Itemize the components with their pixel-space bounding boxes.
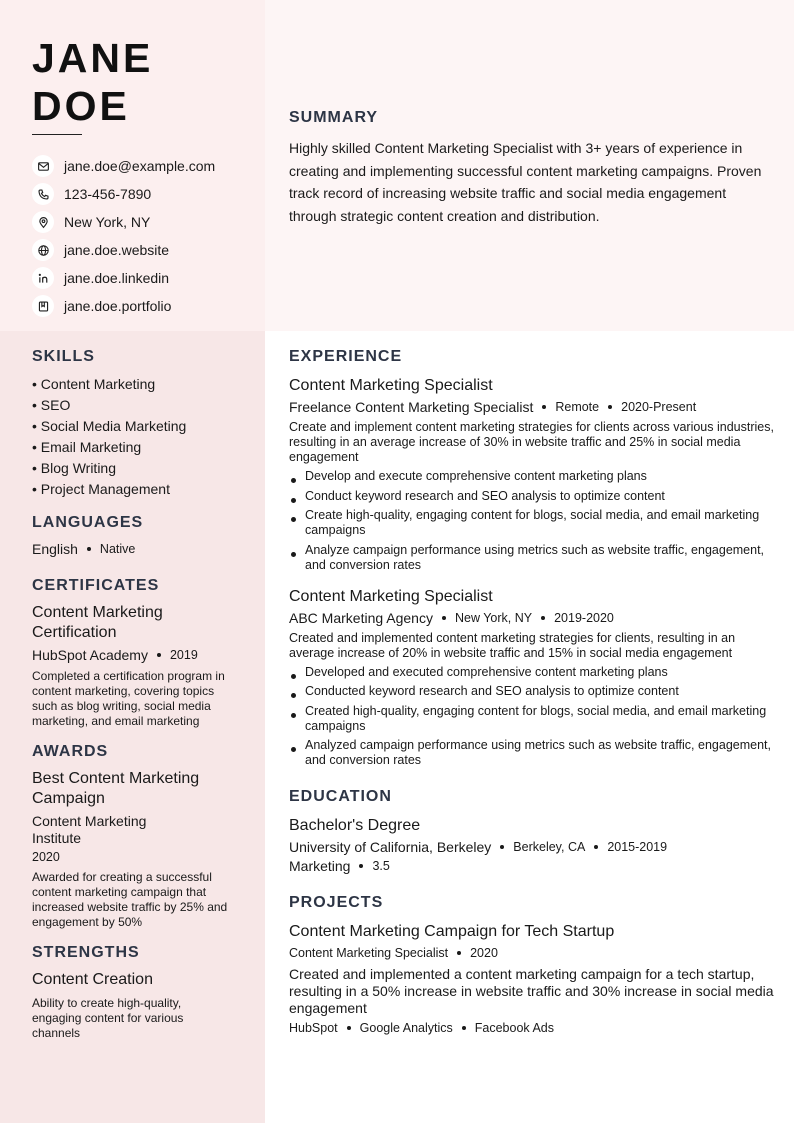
education-heading: EDUCATION (289, 788, 392, 805)
job-bullet: Developed and executed comprehensive content marketing plans (289, 665, 774, 680)
phone-icon (32, 183, 54, 205)
contact-website[interactable] (32, 236, 257, 264)
education-gpa: 3.5 (372, 859, 390, 873)
job-bullets (289, 665, 774, 769)
contact-text: New York, NY (64, 214, 151, 230)
contact-email[interactable] (32, 152, 257, 180)
job-bullet: Develop and execute comprehensive content marketing plans (289, 469, 774, 484)
job-bullets (289, 469, 774, 573)
contact-portfolio[interactable] (32, 292, 257, 320)
separator-dot (87, 547, 91, 551)
skill-item: • SEO (32, 397, 71, 413)
experience-heading: EXPERIENCE (289, 348, 403, 365)
certificate-issuer: HubSpot Academy (32, 647, 148, 663)
award-title: Best Content Marketing Campaign (32, 770, 200, 807)
strength-title: Content Creation (32, 971, 153, 988)
project-description: Created and implemented a content marketing campaign for a tech startup, resulting in a 50% increase in website traffic and 30% increase in social media engagement (289, 966, 774, 1016)
separator-dot (500, 845, 504, 849)
job-title: Content Marketing Specialist (289, 587, 493, 605)
first-name: JANE (32, 35, 154, 81)
separator-dot (462, 1026, 466, 1030)
separator-dot (608, 405, 612, 409)
contact-text: jane.doe.website (64, 242, 170, 258)
main-column (289, 348, 774, 1035)
education-school: University of California, Berkeley (289, 839, 492, 855)
project-tool: HubSpot (289, 1021, 338, 1035)
skills-heading: SKILLS (32, 348, 95, 365)
job-description: Create and implement content marketing strategies for clients across various industries, resulting in an average increase of 30% in website traffic and 25% in social media engagement (289, 420, 774, 464)
separator-dot (442, 616, 446, 620)
separator-dot (457, 951, 461, 955)
name-divider (32, 134, 82, 135)
award-description: Awarded for creating a successful content marketing campaign that increased website traffic by 25% and engagement by 50% (32, 870, 228, 929)
job-dates: 2020-Present (621, 400, 697, 414)
skill-item: • Content Marketing (32, 376, 156, 392)
job-bullet: Create high-quality, engaging content for blogs, social media, and email marketing campaigns (289, 508, 774, 538)
award-year: 2020 (32, 850, 60, 864)
contact-text: 123-456-7890 (64, 186, 152, 202)
contact-text: jane.doe@example.com (64, 158, 216, 174)
separator-dot (541, 616, 545, 620)
project-year: 2020 (470, 946, 498, 960)
project-tool: Facebook Ads (474, 1021, 554, 1035)
certificates-section (32, 577, 237, 729)
job-title: Content Marketing Specialist (289, 377, 493, 394)
projects-section (289, 894, 774, 1035)
experience-section (289, 348, 774, 768)
strengths-section (32, 944, 237, 1041)
job-entry (289, 587, 774, 769)
skills-section (32, 348, 237, 500)
certificate-description: Completed a certification program in content marketing, covering topics such as blog writing, social media marketing, and email marketing (32, 669, 225, 728)
separator-dot (542, 405, 546, 409)
contact-text: jane.doe.linkedin (64, 270, 170, 286)
project-role: Content Marketing Specialist (289, 946, 449, 960)
job-company: Freelance Content Marketing Specialist (289, 399, 534, 415)
skill-item: • Blog Writing (32, 460, 117, 476)
skill-item: • Project Management (32, 481, 170, 497)
education-major-row (289, 858, 774, 874)
project-tools (289, 1021, 774, 1035)
job-bullet: Conducted keyword research and SEO analysis to optimize content (289, 684, 774, 699)
summary-heading: SUMMARY (289, 109, 379, 126)
contact-phone[interactable] (32, 180, 257, 208)
project-tool: Google Analytics (359, 1021, 453, 1035)
job-meta (289, 399, 774, 415)
education-degree: Bachelor's Degree (289, 817, 421, 834)
certificate-year: 2019 (169, 648, 198, 662)
contact-linkedin[interactable] (32, 264, 257, 292)
job-meta (289, 610, 774, 626)
languages-section (32, 514, 237, 557)
education-meta (289, 839, 774, 855)
separator-dot (594, 845, 598, 849)
language-name: English (32, 541, 78, 557)
job-dates: 2019-2020 (554, 610, 614, 625)
contact-list (32, 152, 257, 320)
summary-section (289, 109, 771, 228)
language-item (32, 541, 237, 557)
summary-text: Highly skilled Content Marketing Specialist with 3+ years of experience in creating and implementing successful content marketing campaigns. Proven track record of increasing website traffic and social media engagement through strategic content creation and distribution. (289, 140, 762, 225)
linkedin-icon (32, 267, 54, 289)
education-dates: 2015-2019 (607, 840, 668, 854)
job-description: Created and implemented content marketing strategies for clients, resulting in an average increase of 20% in website traffic and 15% in social media engagement (289, 630, 736, 660)
education-location: Berkeley, CA (513, 840, 586, 854)
globe-icon (32, 239, 54, 261)
project-meta (289, 946, 774, 960)
strengths-heading: STRENGTHS (32, 944, 140, 961)
certificate-title: Content Marketing Certification (32, 604, 163, 641)
certificate-meta (32, 647, 237, 663)
separator-dot (157, 653, 161, 657)
skill-item: • Email Marketing (32, 439, 142, 455)
education-major: Marketing (289, 858, 351, 874)
strength-description: Ability to create high-quality, engaging content for various channels (32, 996, 184, 1040)
job-location: Remote (555, 400, 600, 414)
award-issuer: Content Marketing Institute (32, 813, 147, 846)
education-section (289, 788, 774, 874)
email-icon (32, 155, 54, 177)
job-entry (289, 376, 774, 573)
separator-dot (347, 1026, 351, 1030)
last-name: DOE (32, 83, 130, 129)
skills-list (32, 374, 237, 500)
contact-text: jane.doe.portfolio (64, 298, 172, 314)
location-icon (32, 211, 54, 233)
awards-heading: AWARDS (32, 743, 109, 760)
projects-heading: PROJECTS (289, 894, 384, 911)
separator-dot (359, 864, 363, 868)
awards-section (32, 743, 237, 930)
job-bullet: Analyze campaign performance using metrics such as website traffic, engagement, and conversion rates (289, 543, 774, 573)
skill-item: • Social Media Marketing (32, 418, 187, 434)
job-bullet: Created high-quality, engaging content for blogs, social media, and email marketing campaigns (289, 704, 774, 734)
job-bullet: Analyzed campaign performance using metrics such as website traffic, engagement, and conversion rates (289, 738, 774, 768)
certificates-heading: CERTIFICATES (32, 577, 160, 594)
portfolio-icon (32, 295, 54, 317)
sidebar (32, 348, 237, 1041)
languages-heading: LANGUAGES (32, 514, 144, 531)
language-level: Native (99, 542, 136, 556)
contact-location[interactable] (32, 208, 257, 236)
project-title: Content Marketing Campaign for Tech Startup (289, 923, 615, 940)
job-location: New York, NY (454, 610, 533, 625)
job-bullet: Conduct keyword research and SEO analysis to optimize content (289, 489, 774, 504)
job-company: ABC Marketing Agency (289, 609, 433, 626)
candidate-name (32, 34, 252, 130)
